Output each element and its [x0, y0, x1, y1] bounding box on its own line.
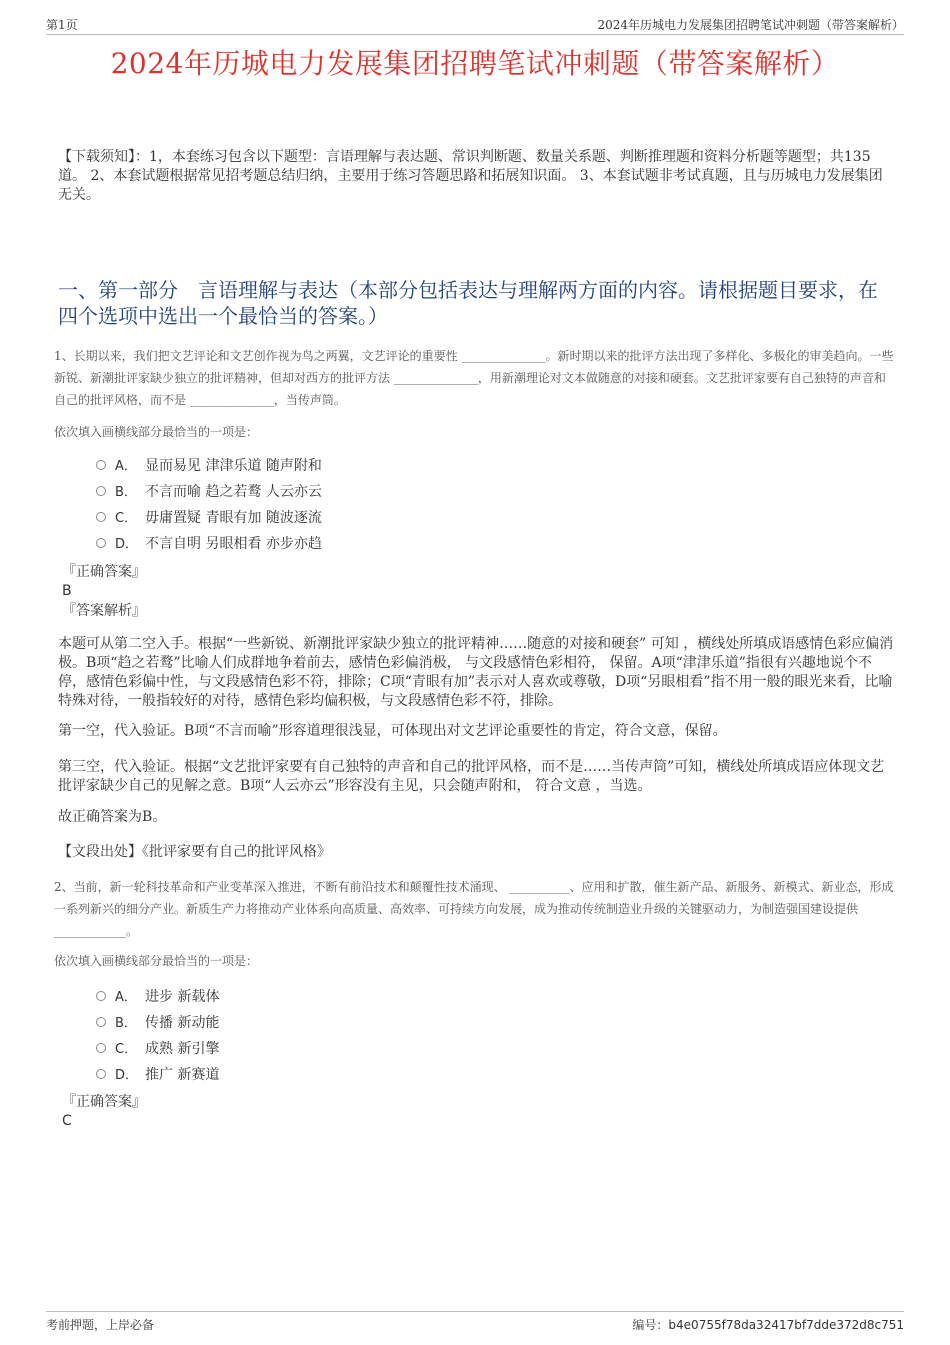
correct-answer: C [62, 1113, 72, 1129]
correct-answer: B [62, 583, 72, 599]
analysis-paragraph: 第三空，代入验证。根据“文艺批评家要有自己独特的声音和自己的批评风格，而不是……当传声筒”可知，横线处所填成语应体现文艺批评家缺少自己的见解之意。B项“人云亦云”形容没有主见，只会随声附和， 符合文意 ，当选。 [58, 759, 885, 794]
radio-icon[interactable] [96, 486, 106, 496]
footer-slogan: 考前押题，上岸必备 [46, 1318, 155, 1332]
option-a[interactable]: A． 进步 新载体 [96, 984, 219, 1010]
option-d[interactable]: D． 不言自明 另眼相看 亦步亦趋 [96, 531, 322, 557]
option-c[interactable]: C． 毋庸置疑 青眼有加 随波逐流 [96, 505, 322, 531]
question-1-options [96, 453, 322, 557]
download-notice: 【下载须知】：1，本套练习包含以下题型：言语理解与表达题、常识判断题、数量关系题、判断推理题和资料分析题等题型；共135道。 2、本套试题根据常见招考题总结归纳，主要用于练习答题思路和拓展知识面。 3、本套试题非考试真题，且与历城电力发展集团无关。 [58, 149, 883, 203]
radio-icon[interactable] [96, 538, 106, 548]
option-c[interactable]: C． 成熟 新引擎 [96, 1036, 219, 1062]
page-title: 2024年历城电力发展集团招聘笔试冲刺题（带答案解析） [110, 47, 840, 80]
question-2-stem: 2、当前，新一轮科技革命和产业变革深入推进，不断有前沿技术和颠覆性技术涌现、 __________、应用和扩散，催生新产品、新服务、新模式、新业态，形成一系列新兴的细分产业。新质生产力将推动产业体系向高质量、高效率、可持续方向发展，成为推动传统制造业升级的关键驱动力，为制造强国建设提供 ____________。 [54, 880, 894, 938]
section-title: 一、第一部分 言语理解与表达（本部分包括表达与理解两方面的内容。请根据题目要求，在四个选项中选出一个最恰当的答案。） [58, 278, 878, 328]
header-doc-title: 2024年历城电力发展集团招聘笔试冲刺题（带答案解析） [597, 18, 904, 32]
radio-icon[interactable] [96, 1017, 106, 1027]
question-1-stem: 1、长期以来，我们把文艺评论和文艺创作视为鸟之两翼，文艺评论的重要性 ______________。新时期以来的批评方法出现了多样化、多极化的审美趋向。一些新锐、新潮批评家缺少独立的批评精神，但却对西方的批评方法 ______________，用新潮理论对文本做随意的对接和硬套。文艺批评家要有自己独特的声音和自己的批评风格，而不是 ______________，当传声筒。 [54, 349, 894, 407]
radio-icon[interactable] [96, 1043, 106, 1053]
question-1-prompt: 依次填入画横线部分最恰当的一项是： [54, 425, 259, 439]
question-2-prompt: 依次填入画横线部分最恰当的一项是： [54, 954, 259, 968]
question-2-options [96, 984, 219, 1088]
answer-label: 『正确答案』 [62, 564, 146, 580]
radio-icon[interactable] [96, 460, 106, 470]
analysis-paragraph: 第一空，代入验证。B项“不言而喻”形容道理很浅显，可体现出对文艺评论重要性的肯定，符合文意，保留。 [58, 723, 727, 739]
source-note: 【文段出处】《批评家要有自己的批评风格》 [58, 844, 331, 860]
page-footer [46, 1311, 904, 1332]
radio-icon[interactable] [96, 1069, 106, 1079]
radio-icon[interactable] [96, 512, 106, 522]
page-header [46, 12, 904, 35]
analysis-label: 『答案解析』 [62, 603, 146, 619]
answer-label: 『正确答案』 [62, 1094, 146, 1110]
radio-icon[interactable] [96, 991, 106, 1001]
option-a[interactable]: A． 显而易见 津津乐道 随声附和 [96, 453, 322, 479]
option-b[interactable]: B． 传播 新动能 [96, 1010, 219, 1036]
analysis-paragraph: 本题可从第二空入手。根据“一些新锐、新潮批评家缺少独立的批评精神……随意的对接和硬套” 可知 ，横线处所填成语感情色彩应偏消极。B项“趋之若鹜”比喻人们成群地争着前去，感情色彩偏消极， 与文段感情色彩相符， 保留。A项“津津乐道”指很有兴趣地说个不停，感情色彩偏中性，与文段感情色彩不符，排除；C项“青眼有加”表示对人喜欢或尊敬，D项“另眼相看”指不用一般的眼光来看，比喻特殊对待，一般指较好的对待，感情色彩均偏积极，与文段感情色彩不符，排除。 [58, 636, 894, 709]
option-d[interactable]: D． 推广 新赛道 [96, 1062, 219, 1088]
option-b[interactable]: B． 不言而喻 趋之若鹜 人云亦云 [96, 479, 322, 505]
page-number: 第1页 [46, 18, 78, 32]
analysis-conclusion: 故正确答案为B。 [58, 809, 167, 825]
footer-code: 编号：b4e0755f78da32417bf7dde372d8c751 [632, 1318, 904, 1332]
